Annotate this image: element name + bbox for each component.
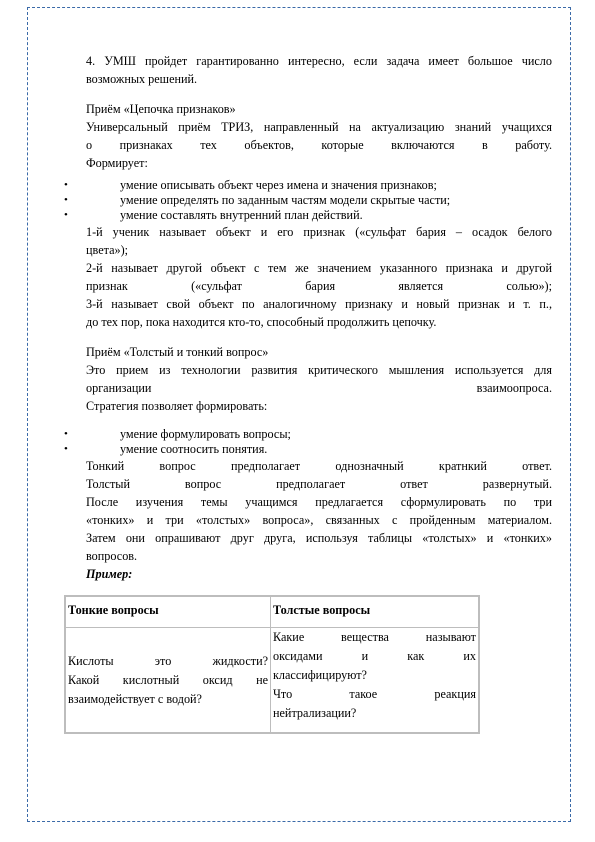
cell-line: Что такое реакция — [273, 687, 476, 701]
bullet-icon: • — [64, 209, 68, 221]
chain-step-line4: признак («сульфат бария является солью»); — [86, 279, 552, 293]
cell-line: классифицируют? — [273, 668, 367, 682]
questions-intro-line3: Стратегия позволяет формировать: — [86, 399, 268, 413]
cell-line: нейтрализации? — [273, 706, 357, 720]
questions-intro-line2: организации взаимоопроса. — [86, 381, 552, 395]
questions-intro-line1: Это прием из технологии развития критического мышления используется для — [86, 363, 552, 377]
section-title-chain: Приём «Цепочка признаков» — [86, 102, 236, 116]
chain-intro-line1: Универсальный приём ТРИЗ, направленный на актуализацию знаний учащихся — [86, 120, 552, 134]
chain-step-line6: до тех пор, пока находится кто-то, способный продолжить цепочку. — [86, 315, 437, 329]
chain-intro-line2: о признаках тех объектов, которые включаются в работу. — [86, 138, 552, 152]
chain-step-line5: 3-й называет свой объект по аналогичному признаку и новый признак и т. п., — [86, 297, 552, 311]
questions-bullet-list — [64, 427, 552, 457]
document-body — [64, 52, 552, 734]
list-item: • умение определять по заданным частям модели скрытые части; — [64, 193, 451, 207]
table-cell-thick-questions — [271, 628, 480, 734]
bullet-icon: • — [64, 428, 68, 440]
cell-line: оксидами и как их — [273, 649, 476, 663]
cell-line: Какой кислотный оксид не — [68, 672, 268, 687]
bullet-icon: • — [64, 194, 68, 206]
list-item: • умение соотносить понятия. — [64, 442, 268, 456]
questions-text-line4: «тонких» и три «толстых» вопроса», связанных с пройденным материалом. — [86, 513, 552, 527]
questions-text-line1: Тонкий вопрос предполагает однозначный кратнкий ответ. — [86, 459, 552, 473]
section-title-questions: Приём «Толстый и тонкий вопрос» — [86, 345, 269, 359]
questions-text-line2: Толстый вопрос предполагает ответ развернутый. — [86, 477, 552, 491]
questions-text-line6: вопросов. — [86, 549, 138, 563]
questions-text-line5: Затем они опрашивают друг друга, используя таблицы «толстых» и «тонких» — [86, 531, 552, 545]
bullet-icon: • — [64, 179, 68, 191]
table-header-thin: Тонкие вопросы — [65, 596, 271, 628]
list-item: • умение формулировать вопросы; — [64, 427, 291, 441]
paragraph-4-line1: 4. УМШ пройдет гарантированно интересно, если задача имеет большое число — [86, 54, 552, 68]
cell-line: Какие вещества называют — [273, 630, 476, 644]
chain-step-line2: цвета»); — [86, 243, 129, 257]
bullet-icon: • — [64, 443, 68, 455]
chain-step-line3: 2-й называет другой объект с тем же значением указанного признака и другой — [86, 261, 552, 275]
example-label: Пример: — [86, 567, 133, 581]
chain-step-line1: 1-й ученик называет объект и его признак («сульфат бария – осадок белого — [86, 225, 552, 239]
cell-line: взаимодействует с водой? — [68, 691, 202, 706]
table-cell-thin-questions — [65, 628, 271, 734]
chain-intro-line3: Формирует: — [86, 156, 148, 170]
chain-bullet-list — [64, 178, 552, 223]
questions-table — [64, 595, 480, 734]
paragraph-4-line2: возможных решений. — [86, 72, 198, 86]
list-item: • умение описывать объект через имена и значения признаков; — [64, 178, 437, 192]
table-header-thick: Толстые вопросы — [271, 596, 480, 628]
cell-line: Кислоты это жидкости? — [68, 653, 268, 668]
questions-text-line3: После изучения темы учащимся предлагается сформулировать по три — [86, 495, 552, 509]
list-item: • умение составлять внутренний план действий. — [64, 208, 363, 222]
